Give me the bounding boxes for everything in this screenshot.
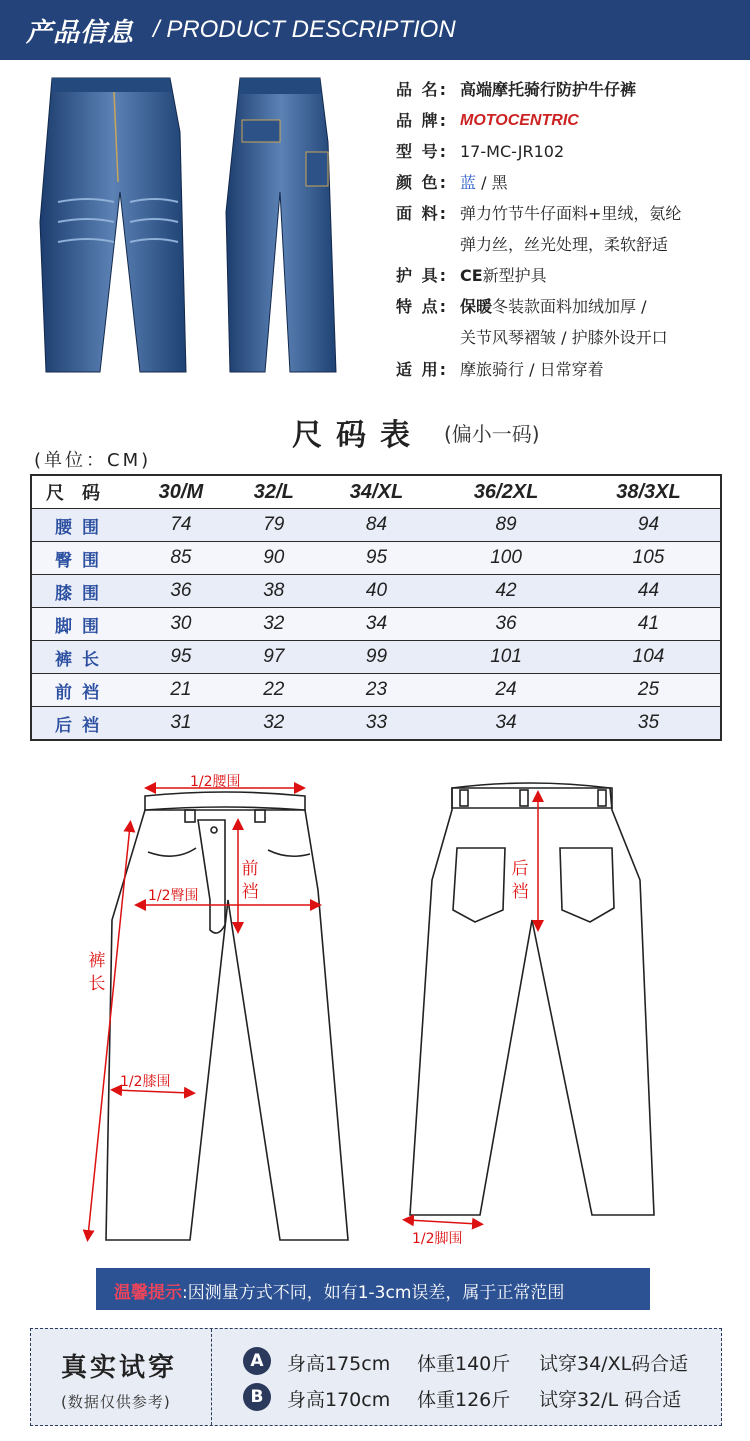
info-color-label: 颜 色: (396, 173, 448, 192)
tryon-divider (211, 1329, 212, 1425)
table-cell: 38 (230, 575, 318, 608)
tryon-title: 真实试穿 (61, 1353, 178, 1383)
table-cell: 105 (577, 542, 721, 575)
info-feature-rest: 冬装款面料加绒加厚 / (492, 297, 647, 316)
table-cell: 79 (230, 509, 318, 542)
table-cell: 44 (577, 575, 721, 608)
table-cell: 40 (318, 575, 435, 608)
table-cell: 95 (318, 542, 435, 575)
table-cell: 36 (132, 575, 230, 608)
size-header-cell: 36/2XL (435, 475, 577, 509)
front-pants-outline (106, 792, 348, 1240)
table-cell: 101 (435, 641, 577, 674)
label-front-rise: 前裆 (241, 859, 259, 902)
table-cell: 22 (230, 674, 318, 707)
table-cell: 33 (318, 707, 435, 741)
table-cell: 99 (318, 641, 435, 674)
badge-b: B (243, 1383, 271, 1411)
row-label: 臀围 (31, 542, 132, 575)
info-fabric-line2: 弹力丝，丝光处理，柔软舒适 (460, 235, 669, 254)
table-cell: 100 (435, 542, 577, 575)
tryon-box (30, 1328, 722, 1426)
front-jeans-image (40, 78, 186, 372)
label-back-rise: 后裆 (511, 859, 529, 902)
tryon-height: 身高170cm (287, 1389, 391, 1411)
measurement-diagram (0, 760, 750, 1260)
table-cell: 95 (132, 641, 230, 674)
table-cell: 34 (318, 608, 435, 641)
table-row (31, 509, 721, 542)
size-chart-note: (偏小一码) (444, 422, 540, 446)
table-cell: 94 (577, 509, 721, 542)
row-label: 前裆 (31, 674, 132, 707)
tryon-weight: 体重126斤 (417, 1389, 511, 1411)
label-half-hip: 1/2臀围 (148, 888, 199, 904)
tip-highlight: 温馨提示 (114, 1283, 182, 1303)
table-cell: 21 (132, 674, 230, 707)
back-pants-outline (410, 783, 654, 1215)
table-row (31, 707, 721, 741)
tryon-subtitle: (数据仅供参考) (61, 1393, 171, 1411)
row-label: 脚围 (31, 608, 132, 641)
tip-bar (96, 1268, 650, 1310)
size-header-cell: 38/3XL (577, 475, 721, 509)
table-row (31, 575, 721, 608)
tryon-fit: 试穿32/L 码合适 (539, 1389, 682, 1411)
table-cell: 35 (577, 707, 721, 741)
info-armor-label: 护 具: (396, 266, 448, 285)
info-color-rest: / 黑 (476, 173, 508, 192)
info-model-label: 型 号: (396, 142, 448, 161)
table-cell: 30 (132, 608, 230, 641)
table-cell: 34 (435, 707, 577, 741)
table-cell: 31 (132, 707, 230, 741)
info-model-value: 17-MC-JR102 (460, 142, 565, 161)
info-brand-label: 品 牌: (396, 111, 448, 130)
row-label: 膝围 (31, 575, 132, 608)
table-cell: 23 (318, 674, 435, 707)
info-usage-value: 摩旅骑行 / 日常穿着 (460, 360, 604, 379)
info-armor-rest: 新型护具 (482, 266, 547, 285)
header-title-en: / PRODUCT DESCRIPTION (153, 16, 456, 43)
size-table-header (31, 475, 721, 509)
size-header-cell: 32/L (230, 475, 318, 509)
size-header-cell: 尺码 (31, 475, 132, 509)
back-jeans-image (226, 78, 336, 372)
info-usage-label: 适 用: (396, 360, 448, 379)
table-cell: 24 (435, 674, 577, 707)
table-cell: 32 (230, 608, 318, 641)
table-row (31, 641, 721, 674)
label-length: 裤长 (88, 951, 106, 994)
header-title-cn: 产品信息 (26, 18, 135, 48)
label-half-waist: 1/2腰围 (190, 774, 241, 790)
row-label: 后裆 (31, 707, 132, 741)
info-feature-label: 特 点: (396, 297, 448, 316)
info-armor-bold: CE (460, 266, 483, 285)
table-row (31, 608, 721, 641)
table-cell: 74 (132, 509, 230, 542)
size-header-cell: 34/XL (318, 475, 435, 509)
info-feature-line2: 关节风琴褶皱 / 护膝外设开口 (460, 328, 668, 347)
table-cell: 90 (230, 542, 318, 575)
info-feature-bold: 保暖 (460, 297, 493, 316)
info-fabric-label: 面 料: (396, 204, 448, 223)
info-name-label: 品 名: (396, 80, 448, 99)
info-name-value: 高端摩托骑行防护牛仔裤 (460, 80, 637, 99)
info-brand-value: MOTOCENTRIC (460, 112, 579, 129)
label-half-knee: 1/2膝围 (120, 1074, 171, 1090)
table-cell: 89 (435, 509, 577, 542)
row-label: 腰围 (31, 509, 132, 542)
badge-a: A (243, 1347, 271, 1375)
size-header-cell: 30/M (132, 475, 230, 509)
label-half-hem: 1/2脚围 (412, 1231, 463, 1247)
tip-text: :因测量方式不同，如有1-3cm误差，属于正常范围 (182, 1283, 565, 1303)
table-cell: 32 (230, 707, 318, 741)
tryon-weight: 体重140斤 (417, 1353, 511, 1375)
row-label: 裤长 (31, 641, 132, 674)
table-cell: 42 (435, 575, 577, 608)
size-table (30, 474, 722, 741)
size-chart-title: 尺码表 (292, 418, 424, 453)
tryon-height: 身高175cm (287, 1353, 391, 1375)
tryon-fit: 试穿34/XL码合适 (539, 1353, 689, 1375)
info-fabric-line1: 弹力竹节牛仔面料+里绒，氨纶 (460, 204, 682, 223)
info-color-blue: 蓝 (460, 173, 477, 192)
table-cell: 104 (577, 641, 721, 674)
table-cell: 97 (230, 641, 318, 674)
table-row (31, 542, 721, 575)
size-chart-unit: (单位：CM) (34, 450, 152, 471)
product-photo (30, 72, 360, 384)
table-cell: 36 (435, 608, 577, 641)
table-cell: 84 (318, 509, 435, 542)
table-cell: 85 (132, 542, 230, 575)
table-cell: 41 (577, 608, 721, 641)
table-cell: 25 (577, 674, 721, 707)
table-row (31, 674, 721, 707)
